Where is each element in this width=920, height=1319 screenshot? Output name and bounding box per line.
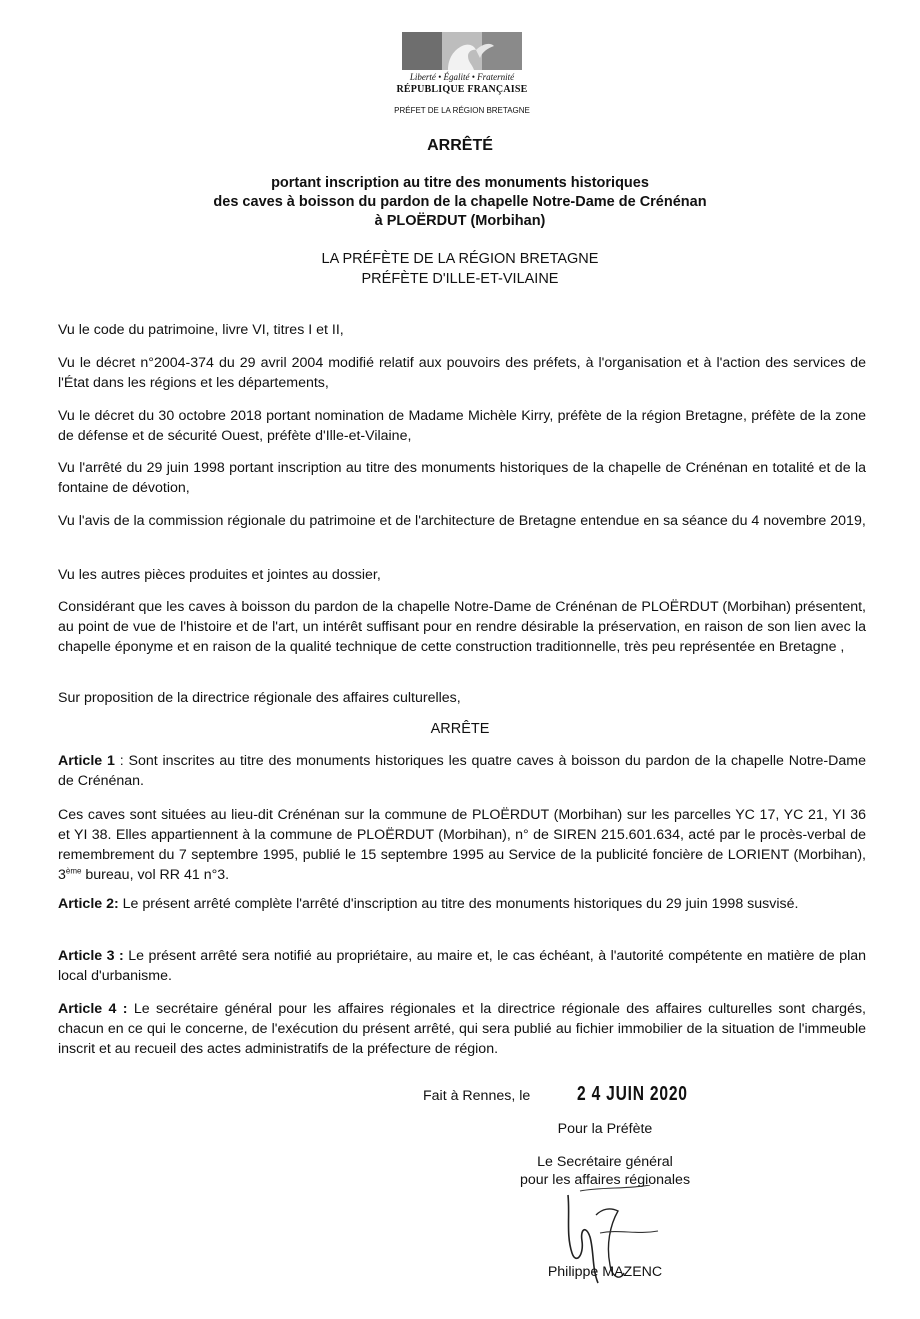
article-3 [58,946,866,986]
marianne-logo [402,32,522,70]
signatory-name: Philippe MAZENC [547,1264,663,1280]
signature-pour: Pour la Préfète [557,1121,653,1137]
article-4 [58,999,866,1059]
visa-paragraph: Vu l'arrêté du 29 juin 1998 portant inscription au titre des monuments historiques de la chapelle de Crénénan en totalité et de la fontaine de dévotion, [58,460,866,496]
issuer-prefet: PRÉFET DE LA RÉGION BRETAGNE [394,106,530,115]
authority-line: LA PRÉFÈTE DE LA RÉGION BRETAGNE [321,251,599,267]
republic-motto: Liberté • Égalité • Fraternité [409,72,515,82]
article-3-label: Article 3 : [58,948,124,964]
date-stamp: 2 4 JUIN 2020 [577,1083,688,1105]
article-1-detail-end: bureau, vol RR 41 n°3. [81,867,230,883]
article-4-text: Le secrétaire général pour les affaires régionales et la directrice régionale des affaires culturelles sont chargés, chacun en ce qui le concerne, de l'exécution du présent arrêté, qui sera publié au fichier immobilier de la situation de l'immeuble inscrit et au recueil des actes administratifs de la préfecture de région. [58,1001,867,1057]
proposition-paragraph: Sur proposition de la directrice régionale des affaires culturelles, [58,690,461,706]
authority-block [0,249,920,289]
document-title: ARRÊTÉ [427,137,493,154]
republic-name: RÉPUBLIQUE FRANÇAISE [396,84,528,95]
signature-role-2: pour les affaires régionales [519,1172,691,1188]
article-2 [58,894,866,914]
article-1 [58,751,866,791]
visa-paragraph: Vu le code du patrimoine, livre VI, titres I et II, [58,322,344,338]
article-1-detail [58,805,866,885]
authority-line: PRÉFÈTE D'ILLE-ET-VILAINE [361,271,559,287]
ordinal-suffix: ème [65,866,82,876]
article-3-text: Le présent arrêté sera notifié au propriétaire, au maire et, le cas échéant, à l'autorité compétente en matière de plan local d'urbanisme. [58,948,866,984]
marianne-logo-icon [402,32,522,70]
subtitle-line: portant inscription au titre des monuments historiques [271,175,649,191]
article-2-text: Le présent arrêté complète l'arrêté d'inscription au titre des monuments historiques du 29 juin 1998 susvisé. [118,896,799,912]
article-2-label: Article 2: [58,896,119,912]
subtitle-line: des caves à boisson du pardon de la chapelle Notre-Dame de Crénénan [213,194,707,210]
article-1-text: : Sont inscrites au titre des monuments historiques les quatre caves à boisson du pardon de la chapelle Notre-Dame de Crénénan. [58,753,867,789]
document-subtitle [0,174,920,231]
article-1-label: Article 1 [58,753,115,769]
signature-role-1: Le Secrétaire général [537,1154,673,1170]
visa-paragraph: Vu les autres pièces produites et jointes au dossier, [58,567,381,583]
place-date-label: Fait à Rennes, le [423,1088,531,1104]
visa-paragraph: Vu le décret du 30 octobre 2018 portant nomination de Madame Michèle Kirry, préfète de la région Bretagne, préfète de la zone de défense et de sécurité Ouest, préfète d'Ille-et-Vilaine, [58,408,866,444]
subtitle-line: à PLOËRDUT (Morbihan) [374,213,546,229]
considerant-paragraph: Considérant que les caves à boisson du pardon de la chapelle Notre-Dame de Crénénan de PLOËRDUT (Morbihan) présentent, au point de vue de l'histoire et de l'art, un intérêt suffisant pour en rendre désirable la préservation, en raison de son lien avec la chapelle éponyme et en raison de la qualité technique de cette construction traditionnelle, très peu représentée en Bretagne , [58,599,866,655]
visa-paragraph: Vu l'avis de la commission régionale du patrimoine et de l'architecture de Bretagne entendue en sa séance du 4 novembre 2019, [58,513,866,529]
article-4-label: Article 4 : [58,1001,128,1017]
article-1-detail-text: Ces caves sont situées au lieu-dit Crénénan sur la commune de PLOËRDUT (Morbihan) sur les parcelles YC 17, YC 21, YI 36 et YI 38. Elles appartiennent à la commune de PLOËRDUT (Morbihan), n° de SIREN 215.601.634, acté par le procès-verbal de remembrement du 7 septembre 1995, publié le 15 septembre 1995 au Service de la publicité foncière de LORIENT (Morbihan), 3 [58,807,866,883]
decision-heading: ARRÊTE [430,721,490,737]
visa-paragraph: Vu le décret n°2004-374 du 29 avril 2004 modifié relatif aux pouvoirs des préfets, à l'organisation et à l'action des services de l'État dans les régions et les départements, [58,355,866,391]
